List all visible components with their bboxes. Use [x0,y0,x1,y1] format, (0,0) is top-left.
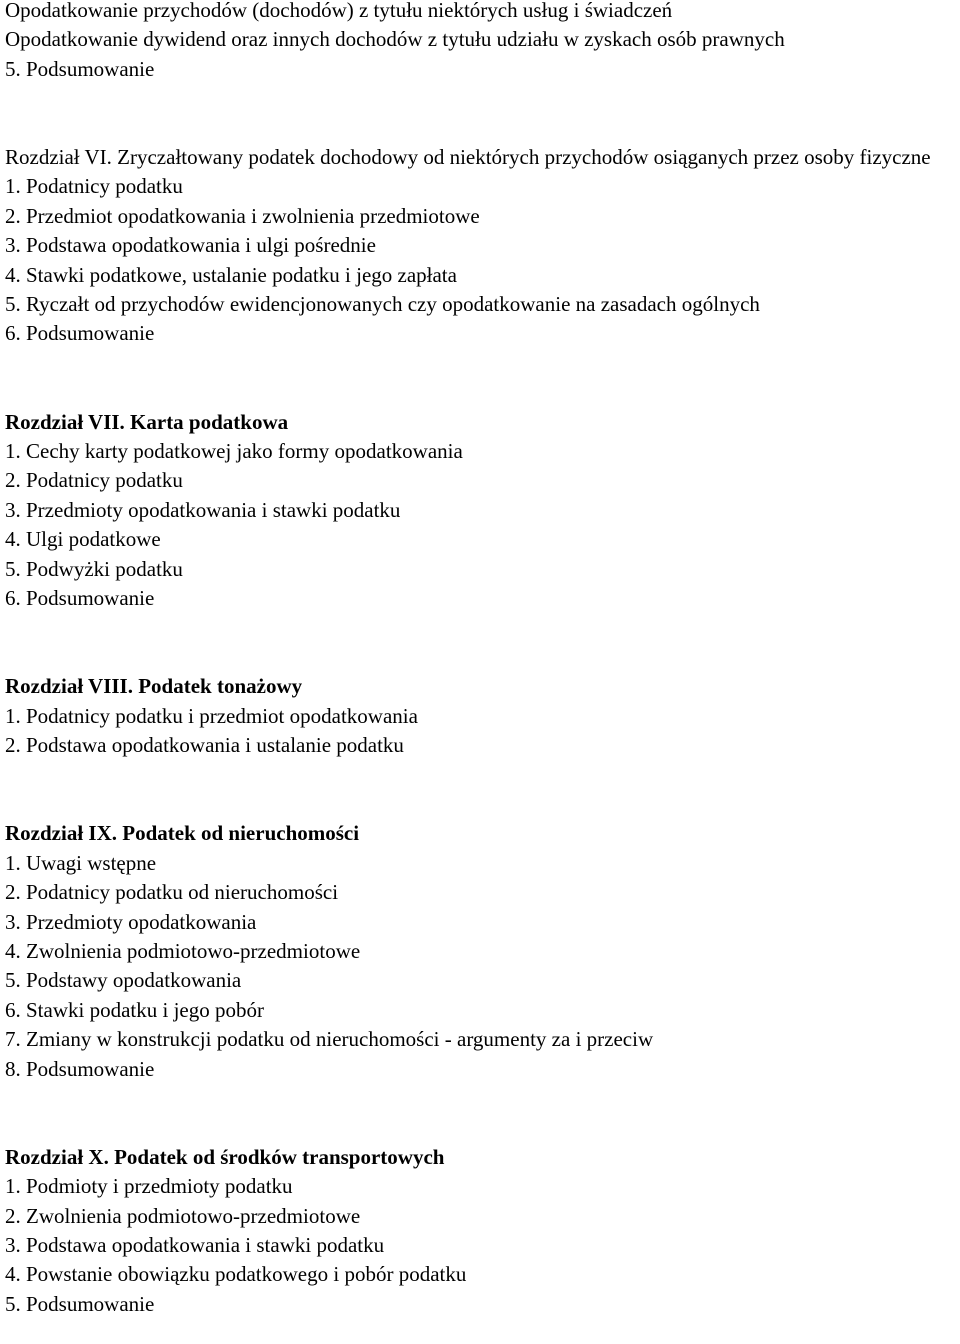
chapter-heading: Rozdział IX. Podatek od nieruchomości [5,821,360,846]
list-item: 4. Powstanie obowiązku podatkowego i pobór podatku [5,1262,467,1287]
chapter-heading: Rozdział VIII. Podatek tonażowy [5,674,303,699]
list-item: 8. Podsumowanie [5,1056,155,1081]
chapter-ix [5,819,955,1084]
list-item: 2. Podatnicy podatku od nieruchomości [5,880,339,905]
section-gap [5,1084,955,1143]
list-item: 1. Uwagi wstępne [5,850,157,875]
section-gap [5,349,955,408]
chapter-x [5,1143,955,1319]
intro-section [5,0,955,84]
list-item: 6. Podsumowanie [5,321,155,346]
list-item: Opodatkowanie dywidend oraz innych dochodów z tytułu udziału w zyskach osób prawnych [5,27,785,52]
chapter-vii [5,408,955,614]
list-item: 5. Podsumowanie [5,1291,155,1316]
list-item: 5. Podstawy opodatkowania [5,968,242,993]
list-item: 4. Stawki podatkowe, ustalanie podatku i jego zapłata [5,262,457,287]
list-item: 3. Podstawa opodatkowania i stawki podatku [5,1232,385,1257]
list-item: 3. Przedmioty opodatkowania [5,909,257,934]
section-gap [5,614,955,673]
list-item: 2. Podstawa opodatkowania i ustalanie podatku [5,733,404,758]
section-gap [5,84,955,143]
list-item: 3. Przedmioty opodatkowania i stawki podatku [5,497,401,522]
list-item: 6. Podsumowanie [5,586,155,611]
list-item: 1. Podatnicy podatku i przedmiot opodatkowania [5,703,418,728]
list-item: 5. Ryczałt od przychodów ewidencjonowanych czy opodatkowanie na zasadach ogólnych [5,292,760,317]
list-item: 5. Podsumowanie [5,56,155,81]
list-item: 4. Zwolnienia podmiotowo-przedmiotowe [5,938,361,963]
list-item: 2. Zwolnienia podmiotowo-przedmiotowe [5,1203,361,1228]
section-gap [5,761,955,820]
chapter-viii [5,672,955,760]
list-item: 1. Podmioty i przedmioty podatku [5,1174,293,1199]
list-item: 6. Stawki podatku i jego pobór [5,997,264,1022]
list-item: 4. Ulgi podatkowe [5,527,161,552]
list-item: 1. Cechy karty podatkowej jako formy opodatkowania [5,439,463,464]
list-item: 1. Podatnicy podatku [5,174,183,199]
list-item: 7. Zmiany w konstrukcji podatku od nieruchomości - argumenty za i przeciw [5,1027,654,1052]
list-item: 2. Podatnicy podatku [5,468,183,493]
chapter-heading: Rozdział VI. Zryczałtowany podatek dochodowy od niektórych przychodów osiąganych przez osoby fizyczne [5,145,931,170]
list-item: 2. Przedmiot opodatkowania i zwolnienia przedmiotowe [5,203,480,228]
chapter-vi [5,143,955,349]
chapter-heading: Rozdział VII. Karta podatkowa [5,409,289,434]
list-item: 5. Podwyżki podatku [5,556,183,581]
table-of-contents [5,0,955,1319]
chapter-heading: Rozdział X. Podatek od środków transportowych [5,1144,445,1169]
list-item: Opodatkowanie przychodów (dochodów) z tytułu niektórych usług i świadczeń [5,0,673,22]
list-item: 3. Podstawa opodatkowania i ulgi pośrednie [5,233,376,258]
